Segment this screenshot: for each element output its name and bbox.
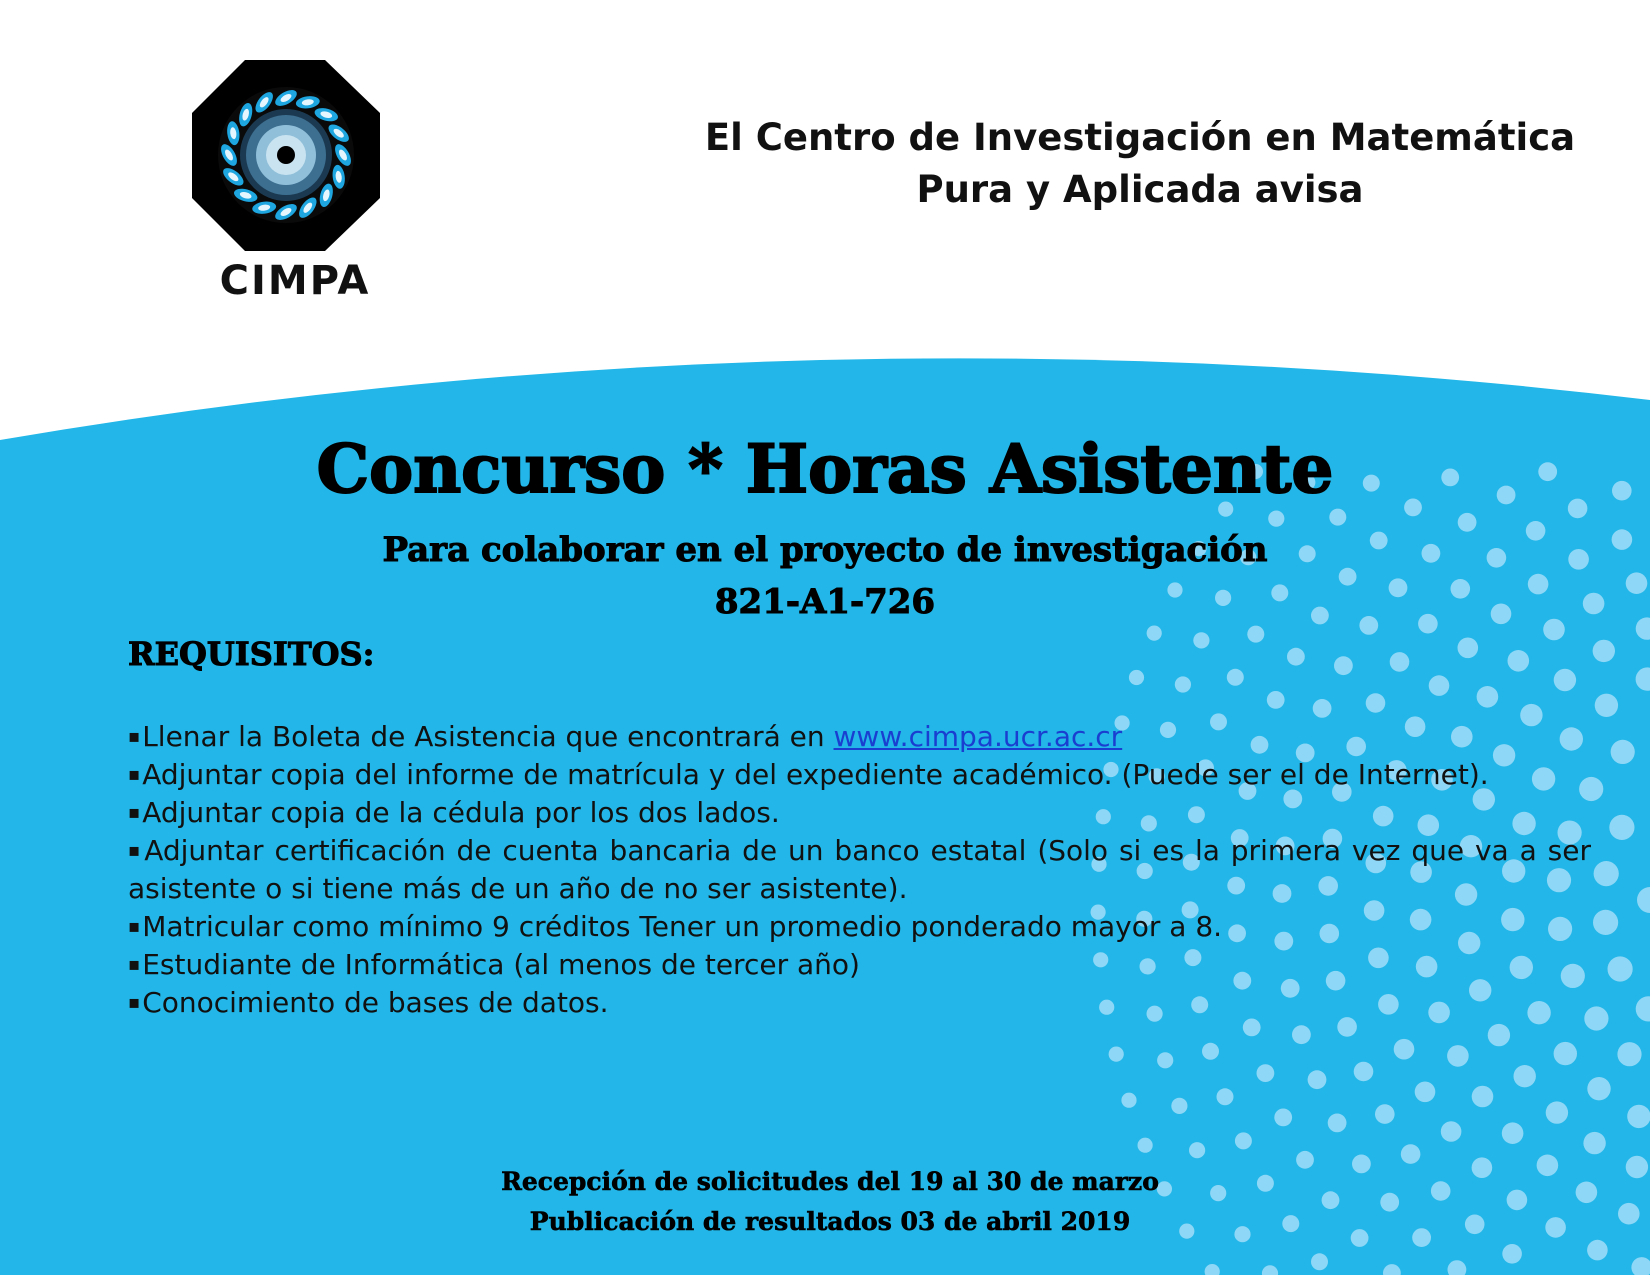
decorative-dot — [1441, 1121, 1462, 1142]
decorative-dot — [1593, 910, 1618, 935]
decorative-dot — [1121, 1093, 1136, 1108]
decorative-dot — [1352, 1155, 1371, 1174]
decorative-dot — [1329, 509, 1346, 526]
requirement-item: ▪ Estudiante de Informática (al menos de tercer año) — [128, 946, 1591, 984]
decorative-dot — [1390, 652, 1410, 672]
decorative-dot — [1401, 1144, 1421, 1164]
decorative-dot — [1491, 604, 1512, 625]
decorative-dot — [1431, 1181, 1451, 1201]
decorative-dot — [1608, 956, 1633, 981]
decorative-dot — [1458, 513, 1477, 532]
decorative-dot — [1554, 1042, 1577, 1065]
decorative-dot — [1175, 676, 1191, 692]
decorative-dot — [1472, 1086, 1494, 1108]
decorative-dot — [1626, 572, 1648, 594]
decorative-dot — [1554, 669, 1576, 691]
requirement-item: ▪ Adjuntar copia del informe de matrícula y del expediente académico. (Puede ser el de Internet). — [128, 756, 1591, 794]
decorative-dot — [1412, 1228, 1431, 1247]
cimpa-website-link[interactable]: www.cimpa.ucr.ac.cr — [833, 720, 1123, 753]
decorative-dot — [1235, 1132, 1252, 1149]
decorative-dot — [1568, 499, 1588, 519]
decorative-dot — [1587, 1077, 1610, 1100]
decorative-dot — [1247, 626, 1264, 643]
decorative-dot — [1487, 548, 1507, 568]
decorative-dot — [1274, 1109, 1292, 1127]
decorative-dot — [1308, 1070, 1327, 1089]
logo-wordmark: CIMPA — [219, 258, 371, 304]
decorative-dot — [1595, 694, 1618, 717]
decorative-dot — [1328, 1114, 1347, 1133]
decorative-dot — [1193, 632, 1209, 648]
decorative-dot — [1267, 691, 1285, 709]
decorative-dot — [1189, 1142, 1205, 1158]
decorative-dot — [1594, 861, 1619, 886]
decorative-dot — [1617, 1042, 1641, 1066]
decorative-dot — [1543, 619, 1565, 641]
decorative-dot — [1311, 1253, 1328, 1270]
decorative-dot — [1609, 815, 1634, 840]
decorative-dot — [1472, 1157, 1493, 1178]
requirement-item: ▪ Adjuntar copia de la cédula por los dos lados. — [128, 794, 1591, 832]
decorative-dot — [1415, 1082, 1436, 1103]
decorative-dot — [1171, 1098, 1187, 1114]
decorative-dot — [1497, 486, 1516, 505]
decorative-dot — [1526, 521, 1546, 541]
decorative-dot — [1138, 1138, 1153, 1153]
decorative-dot — [1366, 693, 1386, 713]
requirement-item: ▪ Adjuntar certificación de cuenta bancaria de un banco estatal (Solo si es la primera vez que va a ser asistente o si tiene más de un año de no ser asistente). — [128, 832, 1591, 908]
decorative-dot — [1287, 648, 1305, 666]
decorative-dot — [1528, 574, 1549, 595]
decorative-dot — [1458, 638, 1479, 659]
header-line-1: El Centro de Investigación en Matemática — [704, 116, 1576, 159]
decorative-dot — [1587, 1240, 1608, 1261]
requirement-item: ▪ Conocimiento de bases de datos. — [128, 984, 1591, 1022]
decorative-dot — [1488, 1024, 1510, 1046]
decorative-dot — [1380, 1193, 1399, 1212]
decorative-dot — [1612, 481, 1632, 501]
decorative-dot — [1502, 1244, 1522, 1264]
decorative-dot — [1227, 669, 1244, 686]
decorative-dot — [1429, 675, 1450, 696]
decorative-dot — [1593, 640, 1615, 662]
decorative-dot — [1576, 1182, 1598, 1204]
requirement-item: ▪ Matricular como mínimo 9 créditos Tener un promedio ponderado mayor a 8. — [128, 908, 1591, 946]
decorative-dot — [1394, 1039, 1415, 1060]
decorative-dot — [1627, 1105, 1650, 1128]
decorative-dot — [1537, 1155, 1559, 1177]
decorative-dot — [1354, 1062, 1374, 1082]
contest-title: Concurso * Horas Asistente — [316, 430, 1334, 508]
decorative-dot — [1545, 1217, 1566, 1238]
decorative-dot — [1502, 1122, 1524, 1144]
decorative-dot — [1568, 549, 1589, 570]
dates-footer — [330, 1162, 1330, 1242]
decorative-dot — [1313, 699, 1332, 718]
decorative-dot — [1157, 1052, 1173, 1068]
decorative-dot — [1546, 1101, 1568, 1123]
decorative-dot — [1292, 1025, 1311, 1044]
decorative-dot — [1268, 510, 1284, 526]
decorative-dot — [1334, 656, 1353, 675]
decorative-dot — [1612, 529, 1633, 550]
decorative-dot — [1447, 1045, 1469, 1067]
decorative-dot — [1538, 462, 1557, 481]
requirement-text: Llenar la Boleta de Asistencia que encontrará en — [142, 720, 834, 753]
header-line-2: Pura y Aplicada avisa — [916, 168, 1364, 211]
reception-dates: Recepción de solicitudes del 19 al 30 de marzo — [501, 1167, 1159, 1196]
decorative-dot — [1583, 593, 1605, 615]
decorative-dot — [1477, 686, 1499, 708]
project-code: 821-A1-726 — [714, 582, 936, 622]
decorative-dot — [1611, 740, 1635, 764]
requirement-item — [128, 718, 1591, 756]
decorative-dot — [1217, 1088, 1234, 1105]
decorative-dot — [1257, 1064, 1275, 1082]
decorative-dot — [1626, 1156, 1648, 1178]
decorative-dot — [1129, 670, 1144, 685]
decorative-dot — [1508, 650, 1530, 672]
decorative-dot — [1618, 1203, 1640, 1225]
decorative-dot — [1465, 1215, 1485, 1235]
contest-subtitle: Para colaborar en el proyecto de investigación — [382, 530, 1268, 570]
results-date: Publicación de resultados 03 de abril 2019 — [529, 1207, 1131, 1236]
decorative-dot — [1351, 1229, 1369, 1247]
requirements-list — [128, 718, 1591, 1022]
decorative-dot — [1109, 1047, 1124, 1062]
decorative-dot — [1514, 1065, 1536, 1087]
requirements-heading: REQUISITOS: — [128, 635, 375, 673]
decorative-dot — [1147, 626, 1162, 641]
decorative-dot — [1375, 1104, 1395, 1124]
institution-header — [700, 112, 1580, 216]
decorative-dot — [1507, 1190, 1528, 1211]
decorative-dot — [1583, 1132, 1605, 1154]
decorative-dot — [1202, 1043, 1219, 1060]
